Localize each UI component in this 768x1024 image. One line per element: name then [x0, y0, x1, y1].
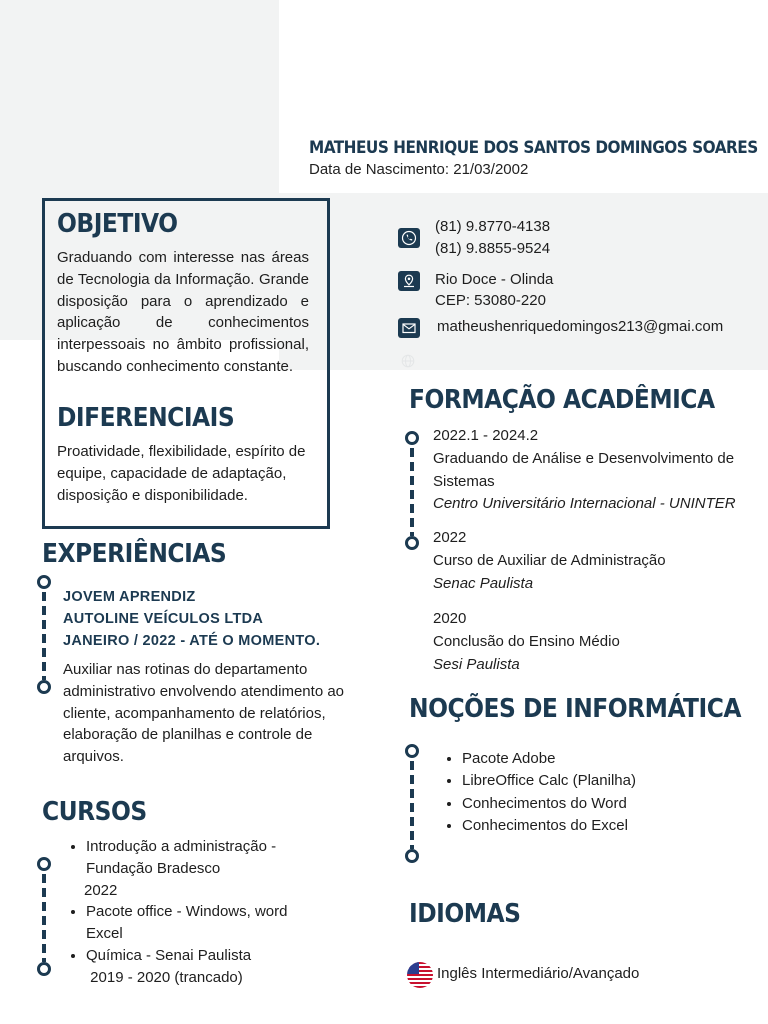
mail-icon — [398, 318, 420, 338]
objective-box — [42, 198, 330, 529]
education-period: 2022.1 - 2024.2 — [433, 427, 539, 444]
timeline-dash — [42, 874, 46, 962]
experience-company: AUTOLINE VEÍCULOS LTDA — [63, 610, 264, 627]
education-course: Conclusão do Ensino Médio — [433, 632, 620, 650]
courses-list — [66, 836, 356, 989]
education-period: 2022 — [433, 529, 467, 546]
computing-item: • Conhecimentos do Excel — [462, 815, 742, 837]
course-line: • Pacote office - Windows, word — [86, 903, 288, 921]
timeline-dot — [405, 536, 419, 550]
timeline-dash — [410, 761, 414, 849]
timeline-dot — [405, 849, 419, 863]
education-course: Sistemas — [433, 472, 495, 490]
course-item — [86, 901, 356, 945]
course-line: 2019 - 2020 (trancado) — [86, 968, 243, 986]
computing-item: • LibreOffice Calc (Planilha) — [462, 770, 742, 792]
courses-timeline — [37, 857, 51, 977]
objective-text: Graduando com interesse nas áreas de Tecnologia da Informação. Grande disposição para o aprendizado e aplicação de conhecimentos interpessoais no âmbito profissional, buscando conhecimento constante. — [57, 249, 309, 375]
timeline-dash — [410, 448, 414, 536]
phone-2: (81) 9.8855-9524 — [435, 240, 551, 257]
timeline-dot — [37, 857, 51, 871]
education-institution: Centro Universitário Internacional - UNINTER — [433, 495, 736, 513]
course-line: • Introdução a administração - — [86, 838, 277, 855]
experience-role: JOVEM APRENDIZ — [63, 589, 196, 605]
computing-item: • Conhecimentos do Word — [462, 793, 742, 815]
differentials-title: DIFERENCIAIS — [57, 403, 235, 433]
globe-icon — [401, 354, 415, 368]
computing-timeline — [405, 744, 419, 865]
education-item — [433, 608, 620, 676]
course-item — [86, 945, 356, 989]
experience-period: JANEIRO / 2022 - ATÉ O MOMENTO. — [63, 632, 321, 649]
phone-icon — [398, 228, 420, 248]
address-line-1: Rio Doce - Olinda — [435, 271, 554, 288]
education-item — [433, 527, 666, 595]
computing-item: • Pacote Adobe — [462, 748, 742, 770]
education-institution: Sesi Paulista — [433, 655, 520, 673]
timeline-dot — [37, 962, 51, 976]
phone-1: (81) 9.8770-4138 — [435, 218, 551, 235]
experience-header — [63, 587, 320, 652]
candidate-name: MATHEUS HENRIQUE DOS SANTOS DOMINGOS SOARES — [309, 138, 758, 158]
objective-title: OBJETIVO — [57, 209, 178, 239]
experience-timeline — [37, 575, 51, 695]
timeline-dot — [405, 744, 419, 758]
course-line: Fundação Bradesco — [86, 859, 221, 877]
timeline-dot — [37, 575, 51, 589]
address-line-2: CEP: 53080-220 — [435, 292, 546, 309]
birth-date: Data de Nascimento: 21/03/2002 — [309, 161, 529, 178]
us-flag-icon — [407, 962, 433, 988]
education-institution: Senac Paulista — [433, 574, 534, 592]
differentials-text: Proatividade, flexibilidade, espírito de equipe, capacidade de adaptação, disposição e disponibilidade. — [57, 443, 306, 504]
education-item — [433, 425, 736, 516]
timeline-dot — [405, 431, 419, 445]
email-address[interactable]: matheushenriquedomingos213@gmai.com — [437, 318, 724, 335]
course-line: • Química - Senai Paulista — [86, 946, 252, 964]
courses-title: CURSOS — [42, 797, 147, 827]
course-item — [86, 836, 356, 901]
education-period: 2020 — [433, 610, 467, 627]
language-level: Inglês Intermediário/Avançado — [437, 965, 640, 982]
experience-description: Auxiliar nas rotinas do departamento administrativo envolvendo atendimento ao cliente, acompanhamento de relatórios, elaboração de planilhas e controle de arquivos. — [63, 661, 345, 766]
education-course: Graduando de Análise e Desenvolvimento de — [433, 449, 735, 467]
education-timeline — [405, 431, 419, 552]
education-course: Curso de Auxiliar de Administração — [433, 551, 666, 569]
computing-title: NOÇÕES DE INFORMÁTICA — [409, 694, 741, 724]
course-line: Excel — [86, 925, 123, 943]
timeline-dot — [37, 680, 51, 694]
course-line: 2022 — [84, 881, 118, 899]
computing-list — [442, 748, 742, 838]
languages-title: IDIOMAS — [409, 899, 521, 929]
timeline-dash — [42, 592, 46, 680]
location-pin-icon — [398, 271, 420, 291]
education-title: FORMAÇÃO ACADÊMICA — [409, 385, 715, 415]
experience-title: EXPERIÊNCIAS — [42, 539, 227, 569]
